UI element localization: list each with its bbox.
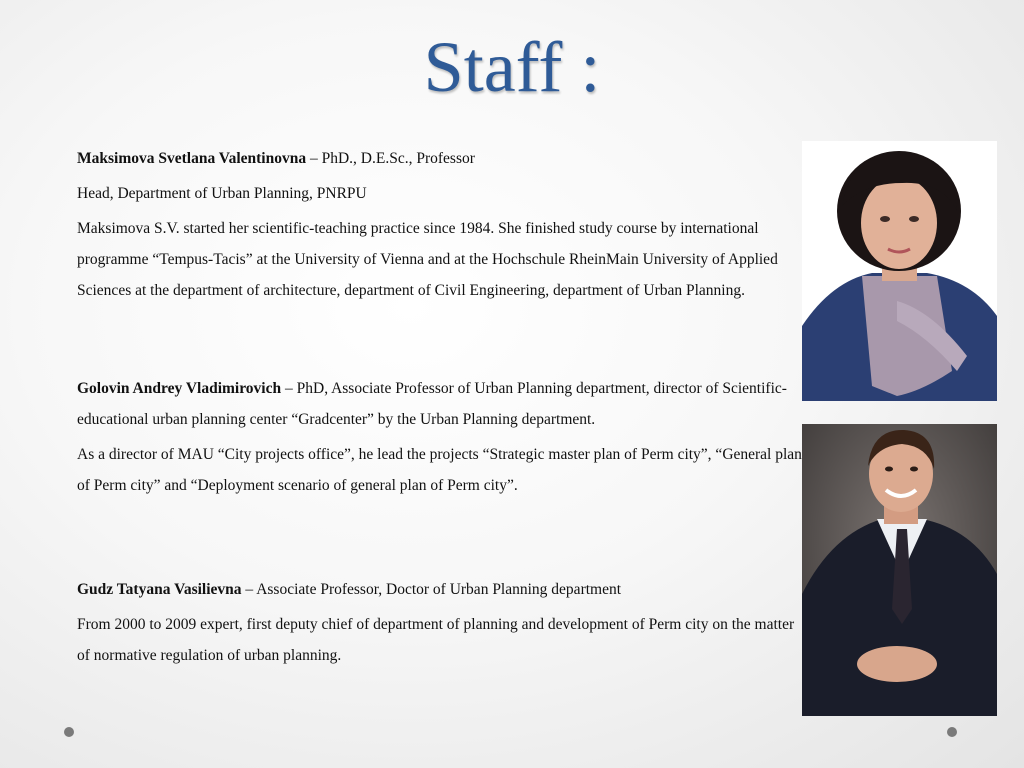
staff-heading: [77, 143, 802, 174]
slide-dot-left: [64, 727, 74, 737]
staff-name: Maksimova Svetlana Valentinovna: [77, 150, 307, 167]
portrait-photo-maksimova: [802, 141, 997, 401]
staff-entry-maksimova: [77, 143, 802, 306]
staff-name: Gudz Tatyana Vasilievna: [77, 581, 242, 598]
staff-bio: As a director of MAU “City projects office”, he lead the projects “Strategic master plan of Perm city”, “General plan of Perm city” and “Deployment scenario of general plan of Perm city”.: [77, 446, 802, 494]
staff-bio: Maksimova S.V. started her scientific-teaching practice since 1984. She finished study course by international programme “Tempus-Tacis” at the University of Vienna and at the Hochschule RheinMain University of Applied Sciences at the department of architecture, department of Civil Engineering, department of Urban Planning.: [77, 220, 778, 299]
staff-entry-gudz: [77, 574, 802, 671]
staff-name: Golovin Andrey Vladimirovich: [77, 380, 282, 397]
staff-credentials: – PhD, Associate Professor of Urban Planning department, director of Scientific-educational urban planning center “Gradcenter” by the Urban Planning department.: [77, 380, 787, 428]
portrait-illustration: [802, 141, 997, 401]
portrait-photo-golovin: [802, 424, 997, 716]
slide-dot-right: [947, 727, 957, 737]
staff-credentials: – Associate Professor, Doctor of Urban Planning department: [241, 581, 622, 598]
staff-entry-golovin: [77, 373, 802, 501]
staff-credentials: – PhD., D.E.Sc., Professor: [306, 150, 475, 167]
staff-bio: From 2000 to 2009 expert, first deputy chief of department of planning and development of Perm city on the matter of normative regulation of urban planning.: [77, 616, 795, 664]
staff-position: Head, Department of Urban Planning, PNRPU: [77, 185, 367, 202]
staff-heading: [77, 373, 802, 435]
slide-title: Staff :: [423, 27, 601, 107]
portrait-illustration: [802, 424, 997, 716]
staff-heading: [77, 574, 802, 605]
